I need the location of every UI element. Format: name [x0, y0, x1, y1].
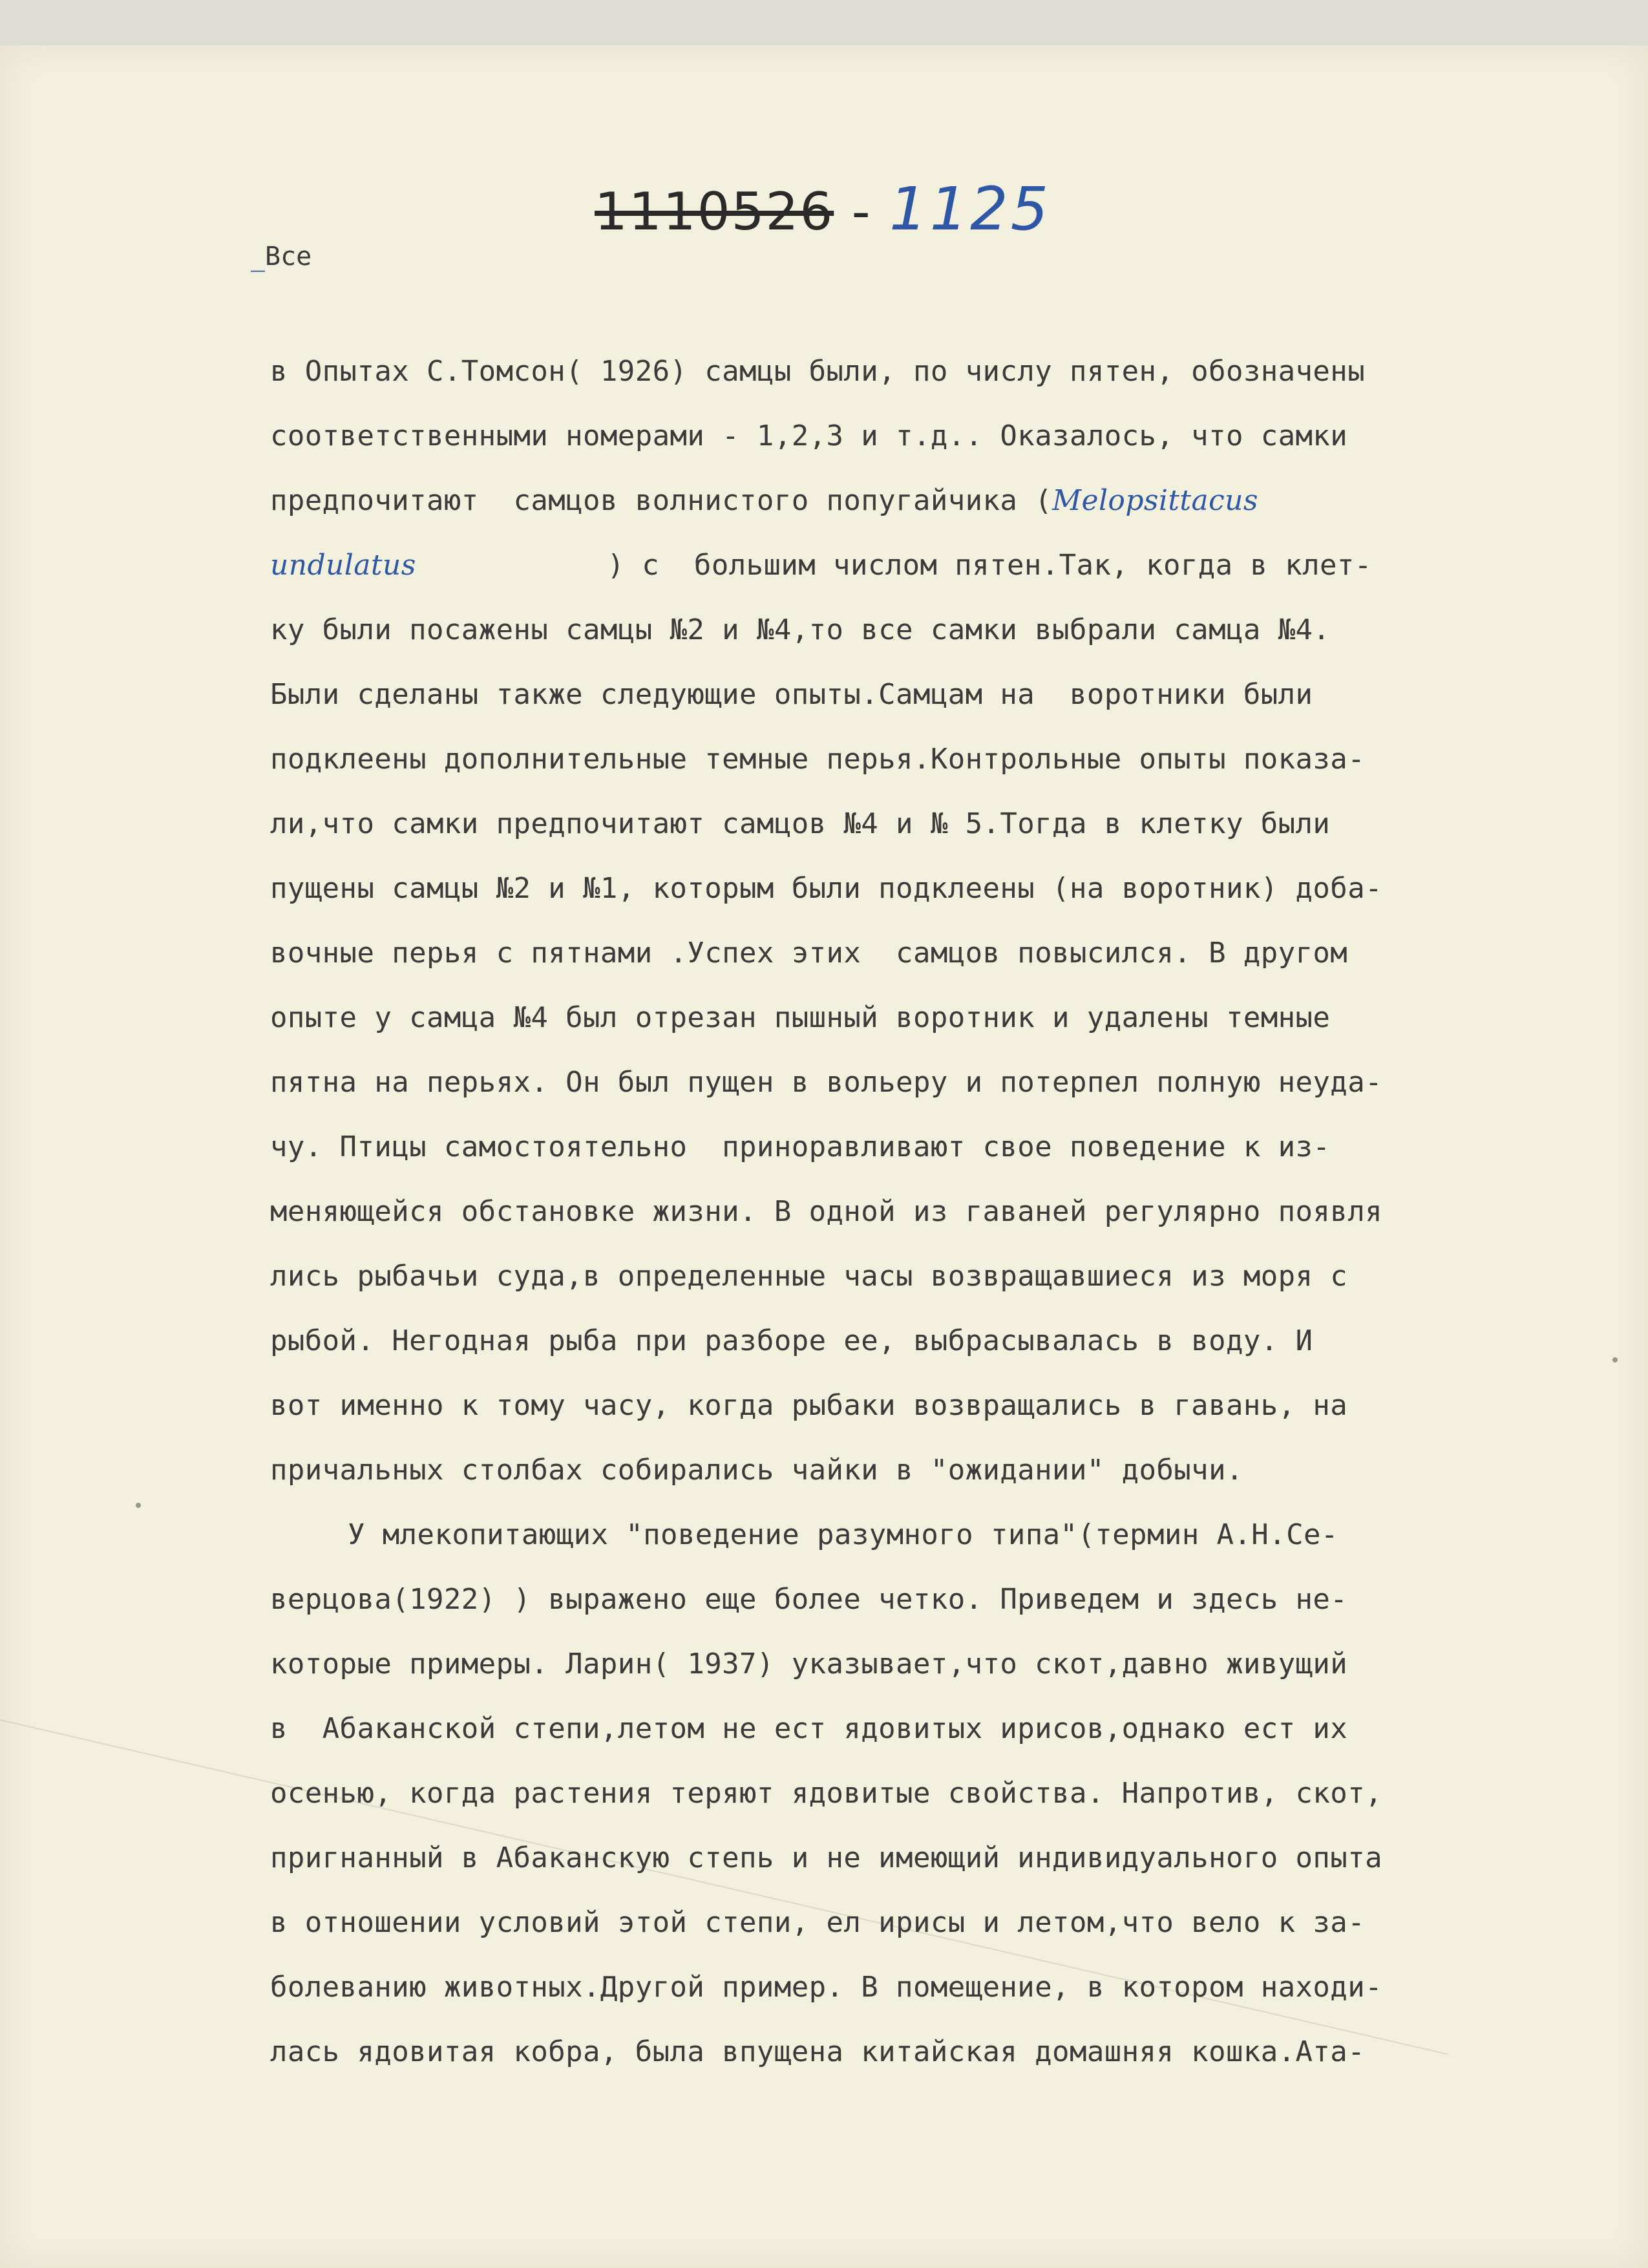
- text-line: [270, 533, 1530, 598]
- insertion-caret: _: [251, 239, 265, 272]
- marginal-insertion: [251, 239, 312, 272]
- text-line: лась ядовитая кобра, была впущена китайская домашняя кошка.Ата-: [270, 2035, 1366, 2068]
- text-line: причальных столбах собирались чайки в "ожидании" добычи.: [270, 1454, 1243, 1487]
- text-line: пригнанный в Абаканскую степь и не имеющий индивидуального опыта: [270, 1841, 1382, 1874]
- text-line: в Опытах С.Томсон( 1926) самцы были, по числу пятен, обозначены: [270, 355, 1366, 388]
- text-line: чу. Птицы самостоятельно приноравливают свое поведение к из-: [270, 1130, 1331, 1163]
- text-line: осенью, когда растения теряют ядовитые свойства. Напротив, скот,: [270, 1777, 1382, 1810]
- text-line: в отношении условий этой степи, ел ирисы и летом,что вело к за-: [270, 1906, 1366, 1939]
- typed-body-text: [270, 339, 1530, 2084]
- text-line: опыте у самца №4 был отрезан пышный воротник и удалены темные: [270, 1001, 1331, 1034]
- page-number: [595, 175, 1051, 244]
- text-line: подклеены дополнительные темные перья.Контрольные опыты показа-: [270, 743, 1366, 776]
- text-line-paragraph-start: У млекопитающих "поведение разумного типа"(термин А.Н.Се-: [348, 1518, 1338, 1551]
- text-line: верцова(1922) ) выражено еще более четко. Приведем и здесь не-: [270, 1583, 1348, 1616]
- text-line: которые примеры. Ларин( 1937) указывает,что скот,давно живущий: [270, 1648, 1348, 1680]
- text-line: [270, 469, 1530, 533]
- text-line-part: ) с большим числом пятен.Так, когда в клет-: [607, 549, 1372, 582]
- text-line: лись рыбачьи суда,в определенные часы возвращавшиеся из моря с: [270, 1260, 1348, 1293]
- handwritten-species-genus: Melopsittacus: [1052, 484, 1258, 517]
- text-line: вочные перья с пятнами .Успех этих самцов повысился. В другом: [270, 937, 1348, 970]
- text-line: ку были посажены самцы №2 и №4,то все самки выбрали самца №4.: [270, 613, 1331, 646]
- paper-speck: [1612, 1357, 1618, 1362]
- text-line: соответственными номерами - 1,2,3 и т.д.. Оказалось, что самки: [270, 419, 1348, 452]
- text-line: меняющейся обстановке жизни. В одной из гаваней регулярно появля: [270, 1195, 1382, 1228]
- text-line-part: предпочитают самцов волнистого попугайчика (: [270, 484, 1053, 517]
- text-line: пущены самцы №2 и №1, которым были подклеены (на воротник) доба-: [270, 872, 1382, 905]
- text-line: Были сделаны также следующие опыты.Самцам на воротники были: [270, 678, 1313, 711]
- text-line: в Абаканской степи,летом не ест ядовитых ирисов,однако ест их: [270, 1712, 1348, 1745]
- struck-page-number: 1110526: [595, 182, 834, 242]
- paper-speck: [136, 1503, 141, 1508]
- text-line: рыбой. Негодная рыба при разборе ее, выбрасывалась в воду. И: [270, 1324, 1313, 1357]
- text-line: вот именно к тому часу, когда рыбаки возвращались в гавань, на: [270, 1389, 1348, 1422]
- handwritten-species-epithet: undulatus: [270, 549, 416, 582]
- insertion-typed-word: Все: [265, 242, 312, 271]
- document-page: [0, 45, 1648, 2268]
- text-line: пятна на перьях. Он был пущен в вольеру и потерпел полную неуда-: [270, 1066, 1382, 1099]
- text-line: ли,что самки предпочитают самцов №4 и № 5.Тогда в клетку были: [270, 807, 1331, 840]
- handwritten-page-number: 1125: [889, 175, 1051, 244]
- text-line: болеванию животных.Другой пример. В помещение, в котором находи-: [270, 1971, 1382, 2004]
- text-line-spacer: [416, 549, 607, 582]
- page-number-dash: -: [851, 182, 890, 242]
